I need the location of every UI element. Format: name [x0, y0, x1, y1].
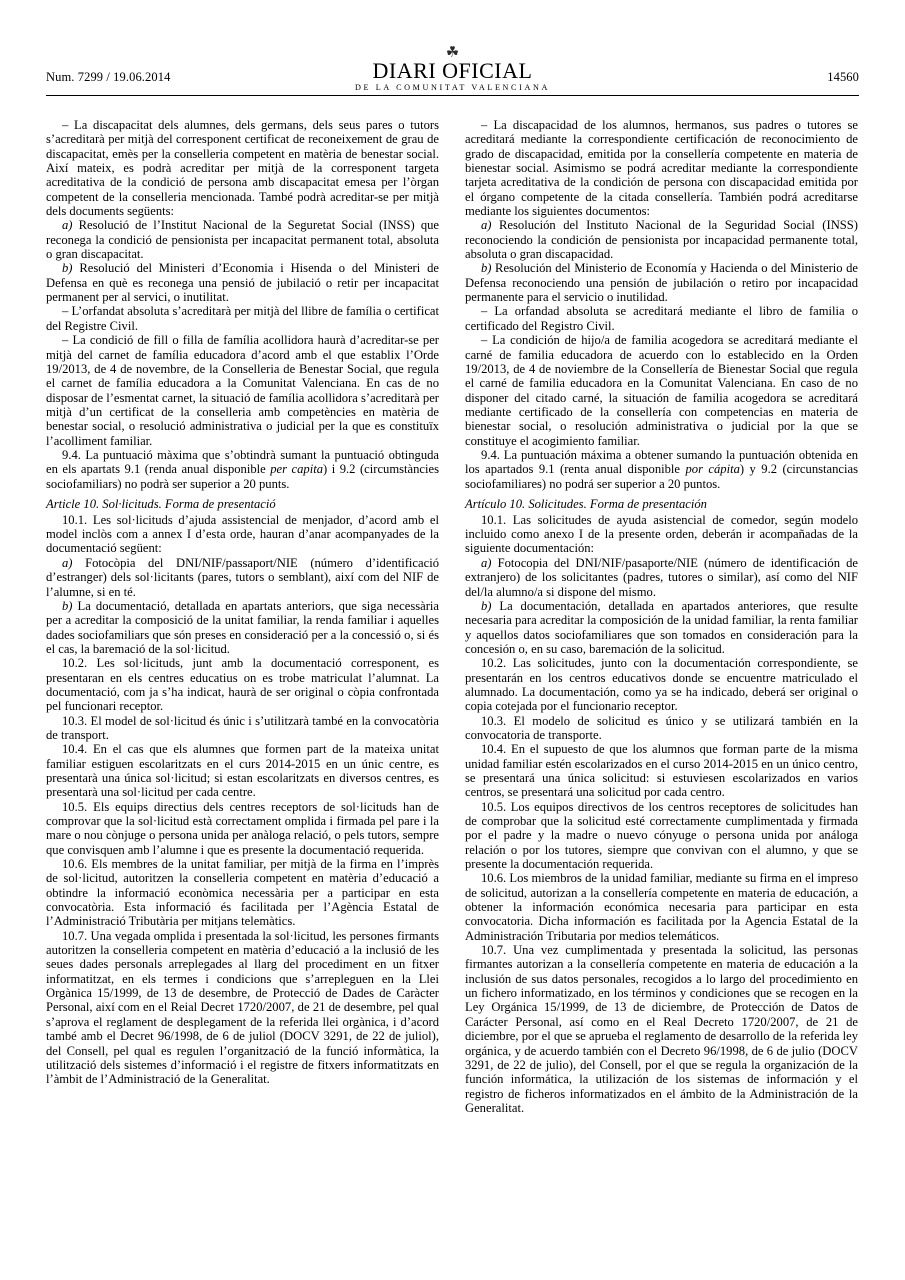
- paragraph: 10.3. El model de sol·licitud és únic i s’utilitzarà també en la convocatòria de transport.: [46, 713, 439, 742]
- paragraph: 10.4. En el supuesto de que los alumnos que forman parte de la misma unidad familiar estén escolarizados en el curso 2014-2015 en un único centro, se presentará una única solicitud: si estuviesen escolarizados en varios centros, se presentará una solicitud por cada centro.: [465, 742, 858, 800]
- paragraph: 10.3. El modelo de solicitud es único y se utilizará también en la convocatoria de transporte.: [465, 713, 858, 742]
- paragraph: – L’orfandat absoluta s’acreditarà per mitjà del llibre de família o certificat del Registre Civil.: [46, 304, 439, 333]
- issue-number: Num. 7299 / 19.06.2014: [46, 70, 171, 84]
- paragraph: 10.7. Una vegada omplida i presentada la sol·licitud, les persones firmants autoritzen la conselleria competent en matèria d’educació a la inclusió de les seues dades personals arreplegades al llarg del procediment en un fitxer informatitzat, en els termes i condicions que s’arrepleguen en la Llei Orgànica 15/1999, de 13 de desembre, de Protecció de Dades de Caràcter Personal, així com en el Reial Decret 1720/2007, de 21 de desembre, pel qual s’aprova el reglament de desplegament de la referida llei orgànica, i d’acord també amb el Decret 96/1998, de 6 de juliol (DOCV 3291, de 22 de juliol), del Consell, pel qual es regulen l’organització de la funció informàtica, la utilització dels sistemes d’informació i el registre de fitxers informatitzats en l’àmbit de l’Administració de la Generalitat.: [46, 928, 439, 1087]
- paragraph: b) Resolución del Ministerio de Economía y Hacienda o del Ministerio de Defensa reconociendo una pensión de jubilación o retiro por incapacidad permanente para el servicio o inutilidad.: [465, 261, 858, 305]
- page-header: [46, 38, 859, 96]
- page-number: 14560: [827, 70, 859, 84]
- paragraph: b) Resolució del Ministeri d’Economia i Hisenda o del Ministeri de Defensa en què es reconega una pensió de jubilació o retir per incapacitat permanent per al servici, o inutilitat.: [46, 261, 439, 305]
- right-column: [465, 118, 858, 1250]
- paragraph: a) Fotocopia del DNI/NIF/pasaporte/NIE (número de identificación de extranjero) de los solicitantes (padres, tutores o similar), así como del NIF del/la alumno/a si dispone del mismo.: [465, 555, 858, 599]
- paragraph: 10.4. En el cas que els alumnes que formen part de la mateixa unitat familiar estiguen escolaritzats en el curs 2014-2015 en un únic centre, es presentarà una única sol·licitud; si estan escolaritzats en diversos centres, es presentarà una sol·licitud per cada centre.: [46, 742, 439, 800]
- paragraph: 10.6. Los miembros de la unidad familiar, mediante su firma en el impreso de solicitud, autorizan a la consellería competente en materia de educación, a obtener la información económica necesaria para participar en esta convocatoria. Dicha información es facilitada por la Agencia Estatal de la Administración Tributaria por medios telemáticos.: [465, 871, 858, 943]
- paragraph: a) Resolució de l’Institut Nacional de la Seguretat Social (INSS) que reconega la condició de pensionista per incapacitat permanent total, absoluta o gran discapacitat.: [46, 218, 439, 262]
- header-rule: [46, 95, 859, 96]
- paragraph: – La condición de hijo/a de familia acogedora se acreditará mediante el carné de familia educadora de acuerdo con lo establecido en la Orden 19/2013, de 4 de noviembre de la Consellería de Bienestar Social que regula el carné de familia educadora en la Comunitat Valenciana. En caso de no disponer del citado carné, la situación de familia acogedora se acreditará mediante certificado de la consellería con competencias en materia de bienestar social, o resolución administrativa o judicial por la que se constituye el acogimiento familiar.: [465, 333, 858, 448]
- masthead: [323, 46, 583, 92]
- paragraph: 9.4. La puntuación máxima a obtener sumando la puntuación obtenida en los apartados 9.1 (renta anual disponible por cápita) y 9.2 (circunstancias sociofamiliares) no podrá ser superior a 20 puntos.: [465, 447, 858, 491]
- paragraph: 10.5. Els equips directius dels centres receptors de sol·licituds han de comprovar que la sol·licitud està correctament omplida i firmada pel pare i la mare o nou cònjuge o persona unida per anàloga relació, o pels tutors, sempre que convisquen amb l’alumne i que es presente la documentació requerida.: [46, 799, 439, 857]
- crest-icon: ☘: [445, 45, 460, 61]
- paragraph: b) La documentación, detallada en apartados anteriores, que resulte necesaria para acreditar la composición de la unidad familiar, la renta familiar y aquellos datos sociofamiliares que son tomados en consideración para la concesión o, en su caso, baremación de la solicitud.: [465, 598, 858, 656]
- article-heading: Artículo 10. Solicitudes. Forma de presentación: [465, 497, 707, 512]
- paragraph: 10.6. Els membres de la unitat familiar, per mitjà de la firma en l’imprès de sol·licitud, autoritzen la conselleria competent en matèria d’educació a obtindre la informació econòmica necessària per a participar en esta convocatòria. Esta informació és facilitada per l’Agència Estatal de l’Administració Tributària per mitjans telemàtics.: [46, 857, 439, 929]
- masthead-title: DIARI OFICIAL: [372, 58, 533, 83]
- content-columns: [46, 118, 859, 1250]
- paragraph: 10.2. Las solicitudes, junto con la documentación correspondiente, se presentarán en los centros educativos donde se encuentre matriculado el alumnado. La documentación, como ya se ha indicado, deberá ser original o copia cotejada por el funcionario receptor.: [465, 656, 858, 714]
- paragraph: 10.2. Les sol·licituds, junt amb la documentació corresponent, es presentaran en els centres educatius on es trobe matriculat l’alumnat. La documentació, com ja s’ha indicat, haurà de ser original o còpia confrontada pel funcionari receptor.: [46, 656, 439, 714]
- paragraph: a) Resolución del Instituto Nacional de la Seguridad Social (INSS) reconociendo la condición de pensionista por incapacidad permanente total, absoluta o gran discapacidad.: [465, 218, 858, 262]
- paragraph: 10.1. Les sol·licituds d’ajuda assistencial de menjador, d’acord amb el model inclòs com a annex I d’esta orde, hauran d’anar acompanyades de la documentació següent:: [46, 512, 439, 556]
- paragraph: b) La documentació, detallada en apartats anteriors, que siga necessària per a acreditar la composició de la unitat familiar, la renda familiar i aquelles dades sociofamiliars que són preses en consideració per a la concessió o, si és el cas, la baremació de la sol·licitud.: [46, 598, 439, 656]
- left-column: [46, 118, 439, 1250]
- paragraph: 9.4. La puntuació màxima que s’obtindrà sumant la puntuació obtinguda en els apartats 9.1 (renda anual disponible per capita) i 9.2 (circumstàncies sociofamiliars) no podrà ser superior a 20 punts.: [46, 447, 439, 491]
- paragraph: – La discapacitat dels alumnes, dels germans, dels seus pares o tutors s’acreditarà per mitjà del corresponent certificat de reconeixement de grau de discapacitat, emès per la conselleria competent en matèria de benestar social. Així mateix, es podrà acreditar per mitjà de la corresponent targeta acreditativa de la condició de persona amb discapacitat emesa per l’òrgan competent de la conselleria mencionada. També podrà acreditar-se per mitjà dels documents següents:: [46, 118, 439, 219]
- masthead-subtitle: DE LA COMUNITAT VALENCIANA: [355, 83, 550, 92]
- paragraph: a) Fotocòpia del DNI/NIF/passaport/NIE (número d’identificació d’estranger) dels sol·licitants (pares, tutors o semblant), així com del NIF de l’alumne, si en té.: [46, 555, 439, 599]
- paragraph: 10.1. Las solicitudes de ayuda asistencial de comedor, según modelo incluido como anexo I de la presente orden, deberán ir acompañadas de la siguiente documentación:: [465, 512, 858, 556]
- paragraph: – La orfandad absoluta se acreditará mediante el libro de familia o certificado del Registro Civil.: [465, 304, 858, 333]
- paragraph: – La condició de fill o filla de família acollidora haurà d’acreditar-se per mitjà del carnet de família educadora d’acord amb el que establix l’Orde 19/2013, de 4 de novembre, de la Conselleria de Benestar Social, que regula el carnet de família educadora a la Comunitat Valenciana. En cas de no disposar de l’esmentat carnet, la situació de família acollidora s’acreditarà per mitjà d’un certificat de la conselleria amb competències en matèria de benestar social, o resolució administrativa o judicial per la que es constituïx l’acolliment familiar.: [46, 333, 439, 448]
- paragraph: 10.5. Los equipos directivos de los centros receptores de solicitudes han de comprobar que la solicitud esté correctamente cumplimentada y firmada por el padre y la madre o nuevo cónyuge o persona unida por análoga relación o por los tutores, siempre que convivan con el alumno, y que se presente la documentación requerida.: [465, 799, 858, 872]
- paragraph: 10.7. Una vez cumplimentada y presentada la solicitud, las personas firmantes autorizan a la consellería competente en materia de educación a la inclusión de sus datos personales, recogidos a lo largo del procedimiento en un fichero informatizado, en los términos y condiciones que se recogen en la Ley Orgánica 15/1999, de 13 de diciembre, de Protección de Datos de Carácter Personal, así como en el Real Decreto 1720/2007, de 21 de diciembre, por el que se aprueba el reglamento de desarrollo de la referida ley orgánica, y de acuerdo también con el Decreto 96/1998, de 6 de julio (DOCV 3291, de 22 de julio), del Consell, por el que se regula la organización de la función informática, la utilización de los sistemas de información y el registro de ficheros informatizados en el ámbito de la Administración de la Generalitat.: [465, 943, 858, 1115]
- article-heading: Article 10. Sol·licituds. Forma de presentació: [46, 497, 276, 512]
- paragraph: – La discapacidad de los alumnos, hermanos, sus padres o tutores se acreditará mediante la correspondiente certificación de reconocimiento de grado de discapacidad, emitida por la consellería competente en materia de bienestar social. Asimismo se podrá acreditar mediante la correspondiente tarjeta acreditativa de la condición de persona con discapacidad emitida por el órgano competente de la citada consellería. También podrá acreditarse mediante los siguientes documentos:: [465, 118, 858, 219]
